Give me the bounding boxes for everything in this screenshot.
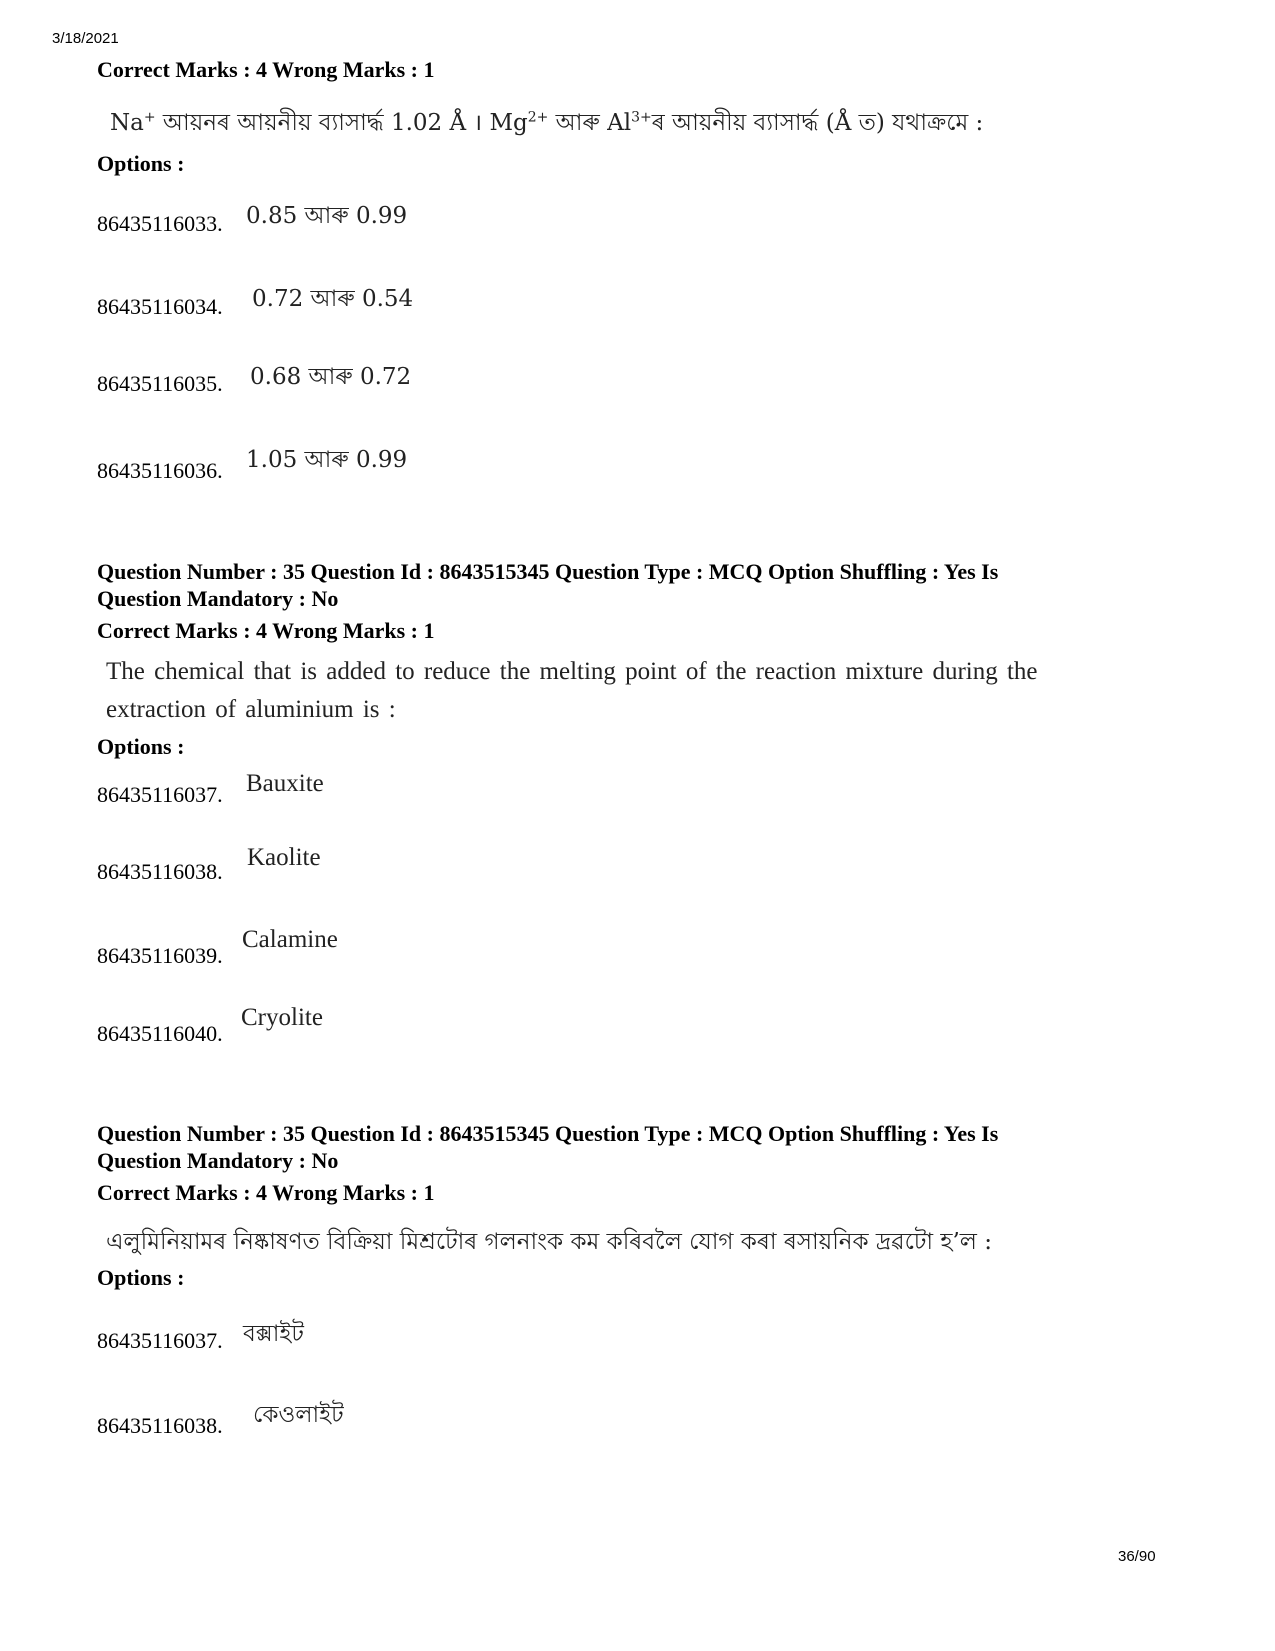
- option-id: 86435116037.: [97, 782, 223, 807]
- question-part: আৰু Al: [548, 110, 632, 136]
- option-id: 86435116040.: [97, 1021, 223, 1046]
- option-text: কেওলাইট: [253, 1402, 344, 1428]
- question-header: Question Number : 35 Question Id : 8643515345 Question Type : MCQ Option Shuffling : Yes Is: [97, 1121, 999, 1146]
- options-label: Options :: [97, 734, 185, 759]
- marks-line: Correct Marks : 4 Wrong Marks : 1: [97, 618, 435, 643]
- options-label: Options :: [97, 151, 185, 176]
- question-text: The chemical that is added to reduce the melting point of the reaction mixture during the extraction of aluminium is :: [106, 658, 1038, 723]
- question-header: Question Mandatory : No: [97, 586, 339, 611]
- question-text: [110, 104, 983, 143]
- option-text: 1.05 আৰু 0.99: [246, 447, 408, 473]
- question-part: আয়নৰ আয়নীয় ব্যাসাৰ্দ্ধ 1.02 Å । Mg: [155, 110, 528, 136]
- option-id: 86435116036.: [97, 458, 223, 483]
- option-text: 0.68 আৰু 0.72: [250, 364, 412, 390]
- option-id: 86435116033.: [97, 211, 223, 236]
- option-text: Cryolite: [241, 1004, 323, 1031]
- option-id: 86435116039.: [97, 943, 223, 968]
- question-header: Question Mandatory : No: [97, 1148, 339, 1173]
- charge-superscript: 2+: [527, 109, 549, 126]
- option-text: 0.72 আৰু 0.54: [252, 286, 414, 312]
- print-date: 3/18/2021: [52, 30, 119, 47]
- marks-line: Correct Marks : 4 Wrong Marks : 1: [97, 57, 435, 82]
- option-id: 86435116035.: [97, 371, 223, 396]
- marks-line: Correct Marks : 4 Wrong Marks : 1: [97, 1180, 435, 1205]
- page-number: 36/90: [1118, 1548, 1156, 1565]
- option-id: 86435116037.: [97, 1328, 223, 1353]
- question-header: Question Number : 35 Question Id : 8643515345 Question Type : MCQ Option Shuffling : Yes Is: [97, 559, 999, 584]
- option-text: Bauxite: [246, 770, 324, 797]
- question-part: ৰ আয়নীয় ব্যাসাৰ্দ্ধ (Å ত) যথাক্ৰমে :: [651, 110, 984, 136]
- option-id: 86435116038.: [97, 1413, 223, 1438]
- option-text: বক্সাইট: [243, 1321, 304, 1347]
- option-text: 0.85 আৰু 0.99: [246, 203, 408, 229]
- question-part: Na: [110, 110, 144, 136]
- option-text: Kaolite: [247, 844, 321, 871]
- option-id: 86435116038.: [97, 859, 223, 884]
- options-label: Options :: [97, 1265, 185, 1290]
- charge-superscript: 3+: [631, 109, 652, 126]
- option-id: 86435116034.: [97, 294, 223, 319]
- charge-superscript: +: [143, 109, 156, 126]
- question-text: এলুমিনিয়ামৰ নিষ্কাষণত বিক্ৰিয়া মিশ্ৰটোৰ গলনাংক কম কৰিবলৈ যোগ কৰা ৰসায়নিক দ্ৰৱটো হ’ল :: [106, 1229, 992, 1255]
- option-text: Calamine: [242, 926, 338, 953]
